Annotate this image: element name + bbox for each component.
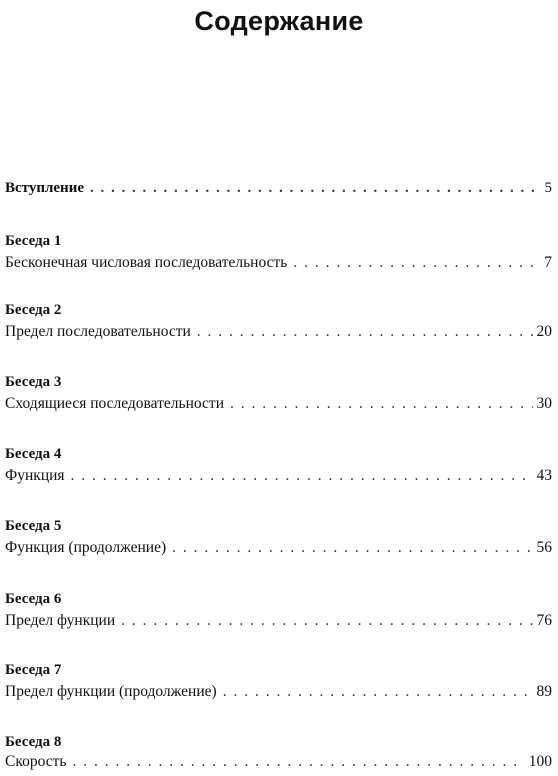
toc-entry-6[interactable] <box>5 612 552 630</box>
dot-leader <box>72 753 524 771</box>
chapter-heading-4: Беседа 4 <box>5 446 62 462</box>
dot-leader <box>121 612 532 630</box>
dot-leader <box>293 254 540 272</box>
chapter-heading-5: Беседа 5 <box>5 518 62 534</box>
toc-entry-2[interactable] <box>5 323 552 341</box>
chapter-heading-1: Беседа 1 <box>5 233 62 249</box>
toc-entry-title: Сходящиеся последовательности <box>5 395 224 412</box>
dot-leader <box>172 539 532 557</box>
dot-leader <box>230 395 533 413</box>
toc-page-number: 30 <box>536 395 552 412</box>
chapter-heading-6: Беседа 6 <box>5 591 62 607</box>
toc-page-number: 100 <box>528 753 552 770</box>
toc-entry-4[interactable] <box>5 467 552 485</box>
chapter-heading-2: Беседа 2 <box>5 302 62 318</box>
toc-entry-title: Скорость <box>5 753 67 770</box>
dot-leader <box>197 323 533 341</box>
toc-page-number: 43 <box>536 467 552 484</box>
chapter-heading-8: Беседа 8 <box>5 734 62 750</box>
toc-entry-5[interactable] <box>5 539 552 557</box>
toc-entry-8[interactable] <box>5 753 552 771</box>
toc-page-number: 89 <box>536 683 552 700</box>
toc-entry-title: Функция <box>5 467 65 484</box>
chapter-heading-3: Беседа 3 <box>5 374 62 390</box>
toc-page-number: 76 <box>536 612 552 629</box>
page-title: Содержание <box>194 6 364 36</box>
toc-page-number: 7 <box>544 254 552 271</box>
dot-leader <box>71 467 533 485</box>
toc-entry-title: Предел последовательности <box>5 323 191 340</box>
toc-entry-title: Предел функции <box>5 612 116 629</box>
toc-entry-3[interactable] <box>5 395 552 413</box>
dot-leader <box>223 683 533 701</box>
toc-entry-title: Предел функции (продолжение) <box>5 683 217 700</box>
toc-page-number: 20 <box>536 323 552 340</box>
toc-entry-title: Бесконечная числовая последовательность <box>5 254 288 271</box>
toc-entry-title: Вступление <box>5 180 84 196</box>
toc-entry-1[interactable] <box>5 254 552 272</box>
toc-page-number: 56 <box>536 539 552 556</box>
chapter-heading-7: Беседа 7 <box>5 662 62 678</box>
dot-leader <box>90 180 541 197</box>
toc-entry-title: Функция (продолжение) <box>5 539 167 556</box>
toc-entry-intro[interactable] <box>5 180 552 197</box>
toc-entry-7[interactable] <box>5 683 552 701</box>
toc-page-number: 5 <box>544 180 552 196</box>
